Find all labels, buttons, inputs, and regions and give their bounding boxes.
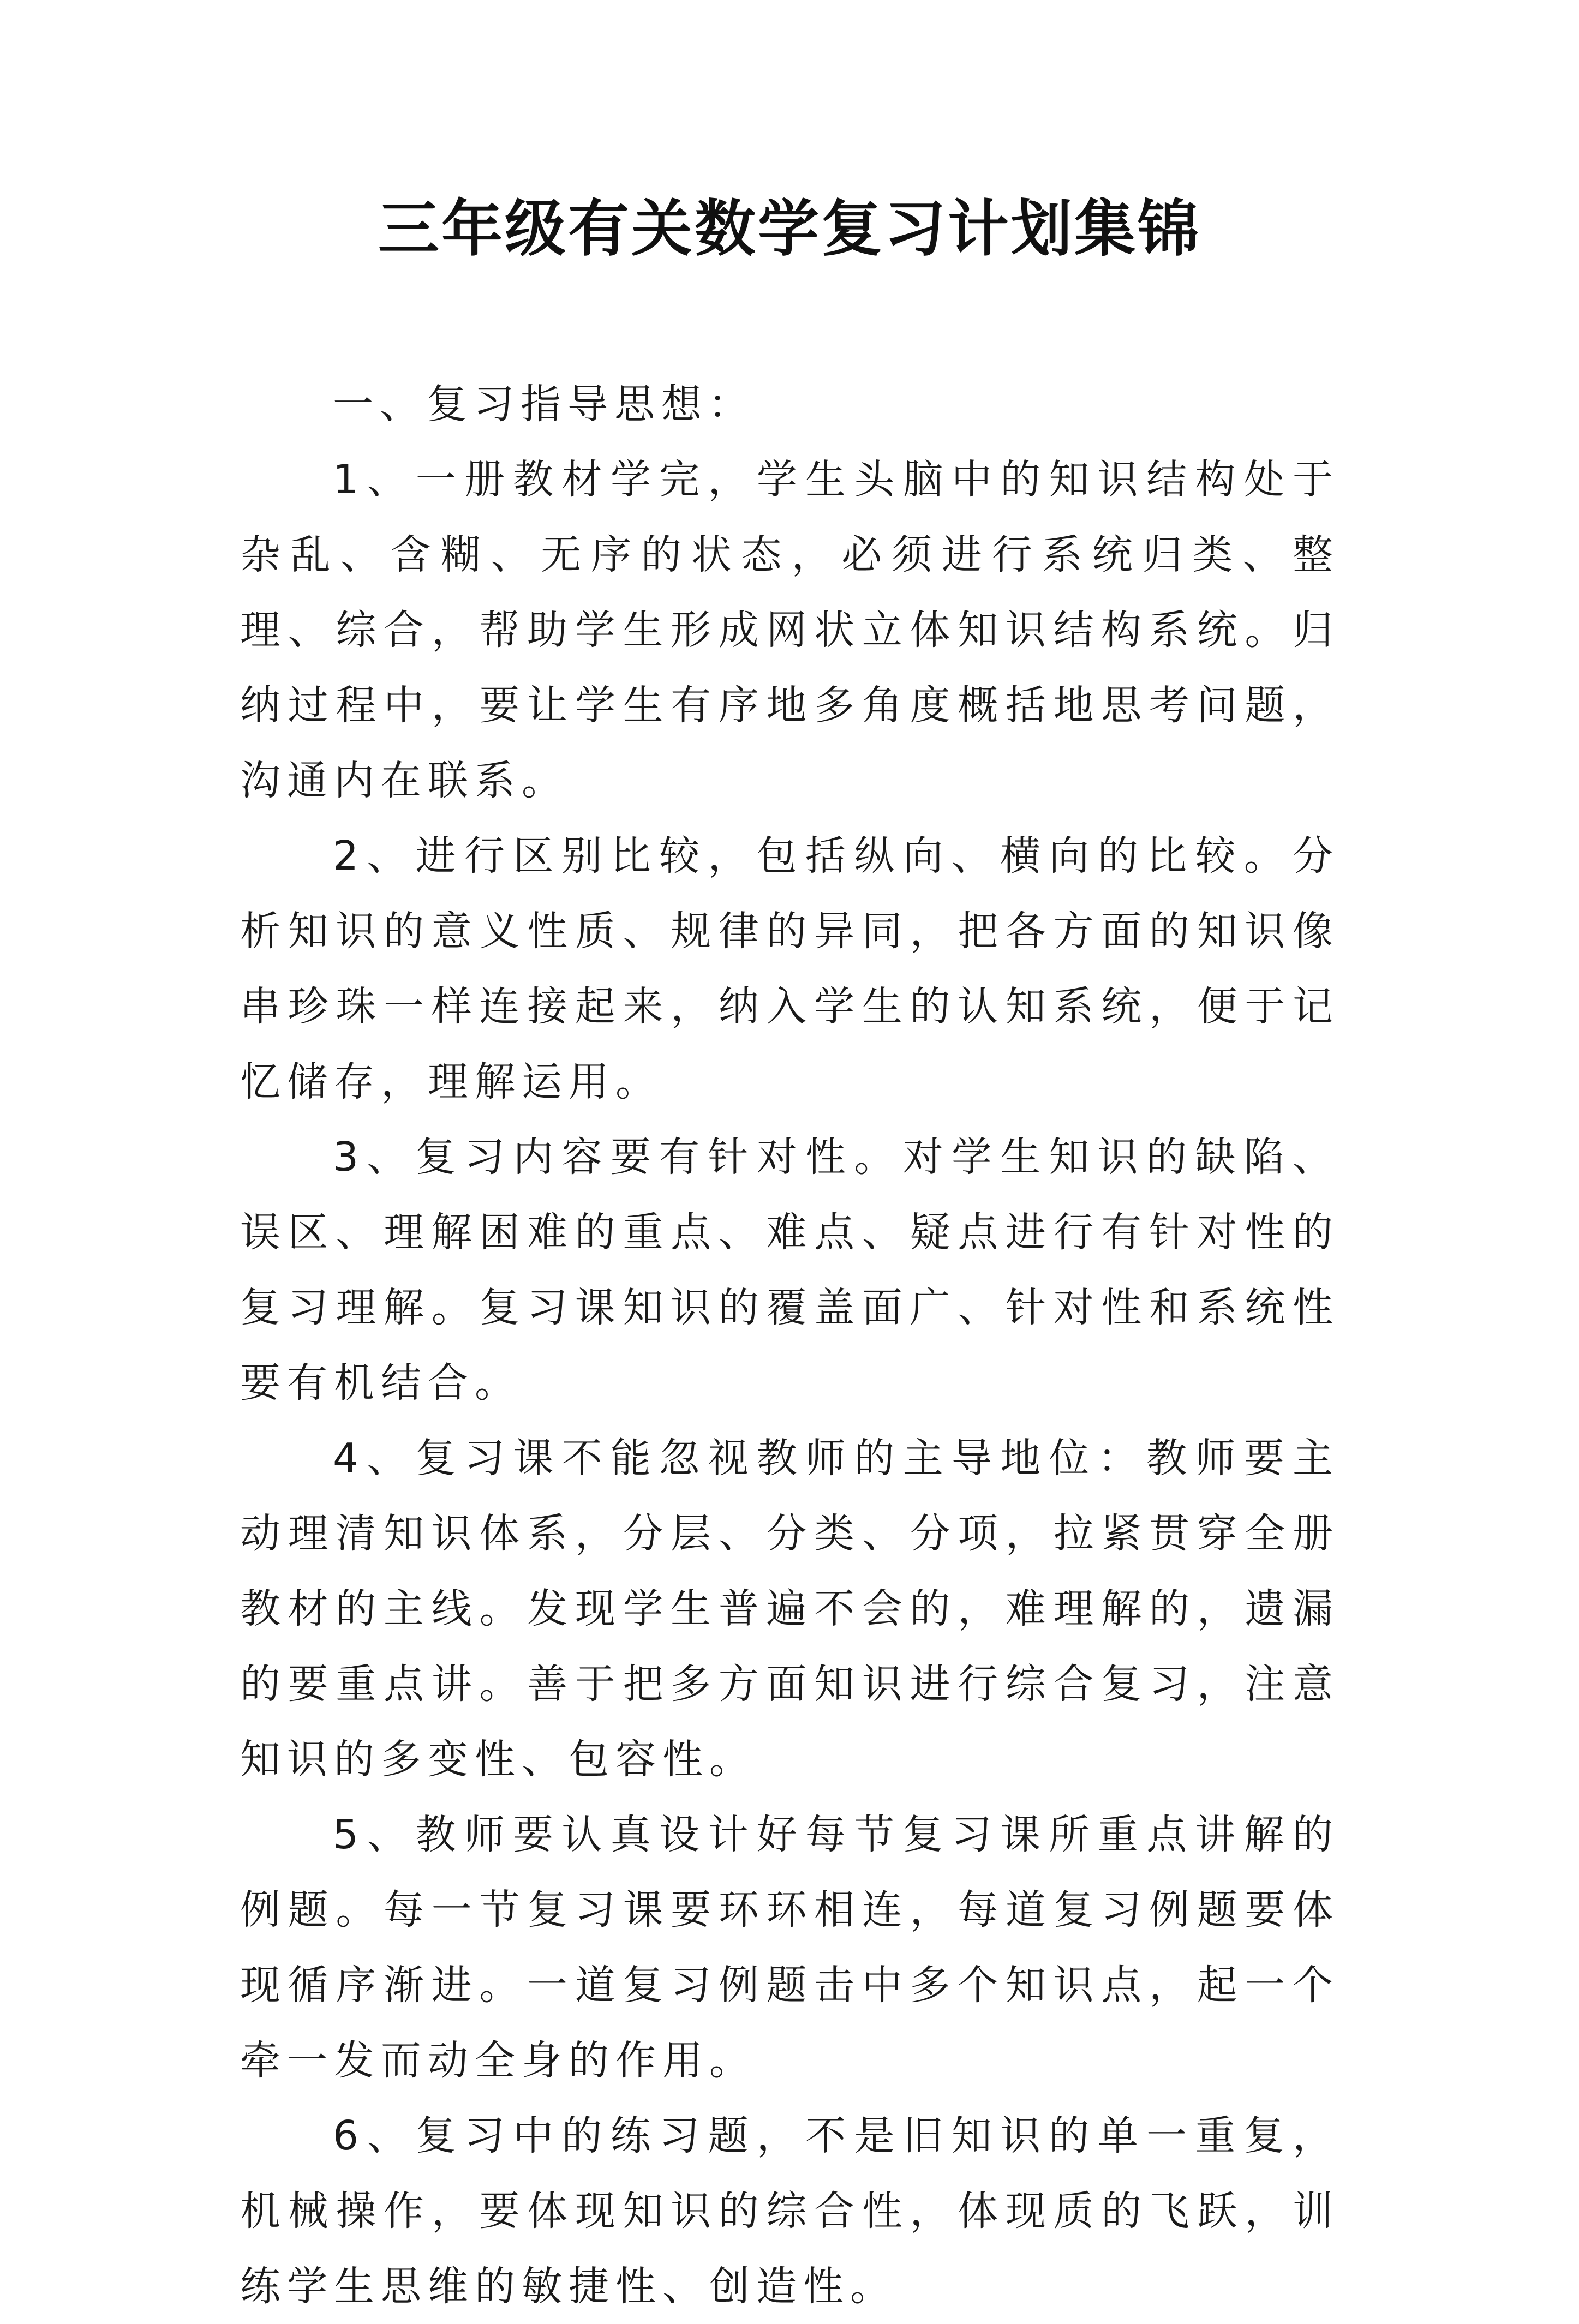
paragraph-6: 6、复习中的练习题，不是旧知识的单一重复，机械操作，要体现知识的综合性，体现质的飞跃，训练学生思维的敏捷性、创造性。 [240, 2112, 1339, 2310]
document-body [240, 367, 1339, 2324]
paragraph-2: 2、进行区别比较，包括纵向、横向的比较。分析知识的意义性质、规律的异同，把各方面的知识像串珍珠一样连接起来，纳入学生的认知系统，便于记忆储存，理解运用。 [240, 832, 1339, 1105]
paragraph-5: 5、教师要认真设计好每节复习课所重点讲解的例题。每一节复习课要环环相连，每道复习例题要体现循序渐进。一道复习例题击中多个知识点，起一个牵一发而动全身的作用。 [240, 1811, 1339, 2084]
page-title: 三年级有关数学复习计划集锦 [378, 193, 1201, 265]
paragraph-1: 1、一册教材学完，学生头脑中的知识结构处于杂乱、含糊、无序的状态，必须进行系统归类、整理、综合，帮助学生形成网状立体知识结构系统。归纳过程中，要让学生有序地多角度概括地思考问题，沟通内在联系。 [240, 456, 1339, 804]
section-heading: 一、复习指导思想： [333, 381, 755, 428]
paragraph-4: 4、复习课不能忽视教师的主导地位：教师要主动理清知识体系，分层、分类、分项，拉紧贯穿全册教材的主线。发现学生普遍不会的，难理解的，遗漏的要重点讲。善于把多方面知识进行综合复习，注意知识的多变性、包容性。 [240, 1435, 1339, 1783]
paragraph-3: 3、复习内容要有针对性。对学生知识的缺陷、误区、理解困难的重点、难点、疑点进行有针对性的复习理解。复习课知识的覆盖面广、针对性和系统性要有机结合。 [240, 1134, 1339, 1406]
